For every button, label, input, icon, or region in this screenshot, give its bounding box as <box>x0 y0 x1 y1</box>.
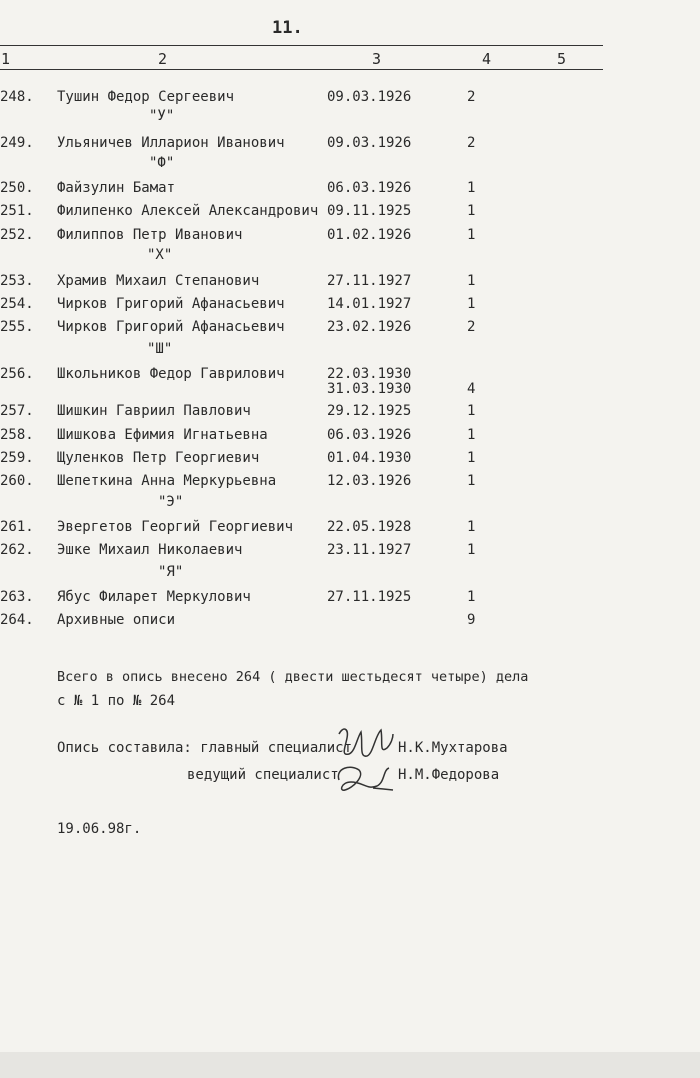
row-name: Эшке Михаил Николаевич <box>57 542 243 558</box>
column-header-5: 5 <box>557 50 567 68</box>
letter-heading: "Я" <box>158 564 184 580</box>
row-number: 264. <box>0 612 34 628</box>
row-number: 262. <box>0 542 34 558</box>
column-header-2: 2 <box>158 50 168 68</box>
column-header-1: 1 <box>1 50 11 68</box>
row-number: 251. <box>0 203 34 219</box>
row-count: 2 <box>467 135 476 151</box>
header-rule-top <box>0 45 603 46</box>
row-name: Чирков Григорий Афанасьевич <box>57 319 285 335</box>
row-date: 09.03.1926 <box>327 89 412 105</box>
row-count: 1 <box>467 542 476 558</box>
row-date: 23.02.1926 <box>327 319 412 335</box>
summary-line-1: Всего в опись внесено 264 ( двести шестьдесят четыре) дела <box>57 669 529 685</box>
row-name: Филипенко Алексей Александрович <box>57 203 319 219</box>
row-name: Ябус Филарет Меркулович <box>57 589 251 605</box>
row-date: 09.03.1926 <box>327 135 412 151</box>
row-number: 253. <box>0 273 34 289</box>
row-name: Архивные описи <box>57 612 176 628</box>
row-date: 22.03.1930 <box>327 366 412 382</box>
column-header-4: 4 <box>482 50 492 68</box>
summary-line-2: с № 1 по № 264 <box>57 693 176 709</box>
row-name: Тушин Федор Сергеевич <box>57 89 235 105</box>
row-count: 2 <box>467 89 476 105</box>
row-date: 06.03.1926 <box>327 180 412 196</box>
row-number: 257. <box>0 403 34 419</box>
row-date: 23.11.1927 <box>327 542 412 558</box>
row-date-second: 31.03.1930 <box>327 381 412 397</box>
row-name: Шишкова Ефимия Игнатьевна <box>57 427 268 443</box>
row-name: Щуленков Петр Георгиевич <box>57 450 260 466</box>
row-number: 255. <box>0 319 34 335</box>
row-number: 263. <box>0 589 34 605</box>
row-number: 252. <box>0 227 34 243</box>
row-number: 248. <box>0 89 34 105</box>
scan-edge <box>0 1052 700 1078</box>
row-number: 259. <box>0 450 34 466</box>
row-number: 261. <box>0 519 34 535</box>
row-name: Эвергетов Георгий Георгиевич <box>57 519 294 535</box>
row-count: 9 <box>467 612 476 628</box>
letter-heading: "Ф" <box>149 155 175 171</box>
letter-heading: "У" <box>149 108 175 124</box>
row-count: 1 <box>467 403 476 419</box>
row-count: 1 <box>467 227 476 243</box>
row-date: 09.11.1925 <box>327 203 412 219</box>
row-name: Шепеткина Анна Меркурьевна <box>57 473 277 489</box>
row-name: Шишкин Гавриил Павлович <box>57 403 251 419</box>
row-date: 27.11.1927 <box>327 273 412 289</box>
row-count: 1 <box>467 296 476 312</box>
row-number: 260. <box>0 473 34 489</box>
row-count: 1 <box>467 180 476 196</box>
row-number: 258. <box>0 427 34 443</box>
letter-heading: "Э" <box>158 494 184 510</box>
row-date: 01.02.1926 <box>327 227 412 243</box>
compiled-label: Опись составила: главный специалист <box>57 740 353 756</box>
row-date: 12.03.1926 <box>327 473 412 489</box>
row-date: 01.04.1930 <box>327 450 412 466</box>
page-number: 11. <box>272 18 303 38</box>
row-name: Храмив Михаил Степанович <box>57 273 260 289</box>
row-name: Филиппов Петр Иванович <box>57 227 243 243</box>
row-number: 256. <box>0 366 34 382</box>
row-date: 22.05.1928 <box>327 519 412 535</box>
row-count: 1 <box>467 473 476 489</box>
compiler-name-2: Н.М.Федорова <box>398 767 500 783</box>
row-count: 1 <box>467 273 476 289</box>
signature-2 <box>333 760 399 802</box>
row-date: 06.03.1926 <box>327 427 412 443</box>
row-count: 1 <box>467 450 476 466</box>
header-rule-bottom <box>0 69 603 70</box>
letter-heading: "Ш" <box>147 341 173 357</box>
column-header-3: 3 <box>372 50 382 68</box>
compiler-role-2: ведущий специалист <box>187 767 339 783</box>
row-date: 29.12.1925 <box>327 403 412 419</box>
compiler-name-1: Н.К.Мухтарова <box>398 740 508 756</box>
row-number: 254. <box>0 296 34 312</box>
row-name: Чирков Григорий Афанасьевич <box>57 296 285 312</box>
letter-heading: "Х" <box>147 247 173 263</box>
row-count: 1 <box>467 589 476 605</box>
row-count: 1 <box>467 427 476 443</box>
row-name: Файзулин Бамат <box>57 180 176 196</box>
row-count: 4 <box>467 381 476 397</box>
row-name: Ульяничев Илларион Иванович <box>57 135 285 151</box>
row-count: 2 <box>467 319 476 335</box>
row-date: 27.11.1925 <box>327 589 412 605</box>
row-number: 249. <box>0 135 34 151</box>
row-date: 14.01.1927 <box>327 296 412 312</box>
row-name: Школьников Федор Гаврилович <box>57 366 285 382</box>
document-date: 19.06.98г. <box>57 821 142 837</box>
row-number: 250. <box>0 180 34 196</box>
row-count: 1 <box>467 203 476 219</box>
row-count: 1 <box>467 519 476 535</box>
